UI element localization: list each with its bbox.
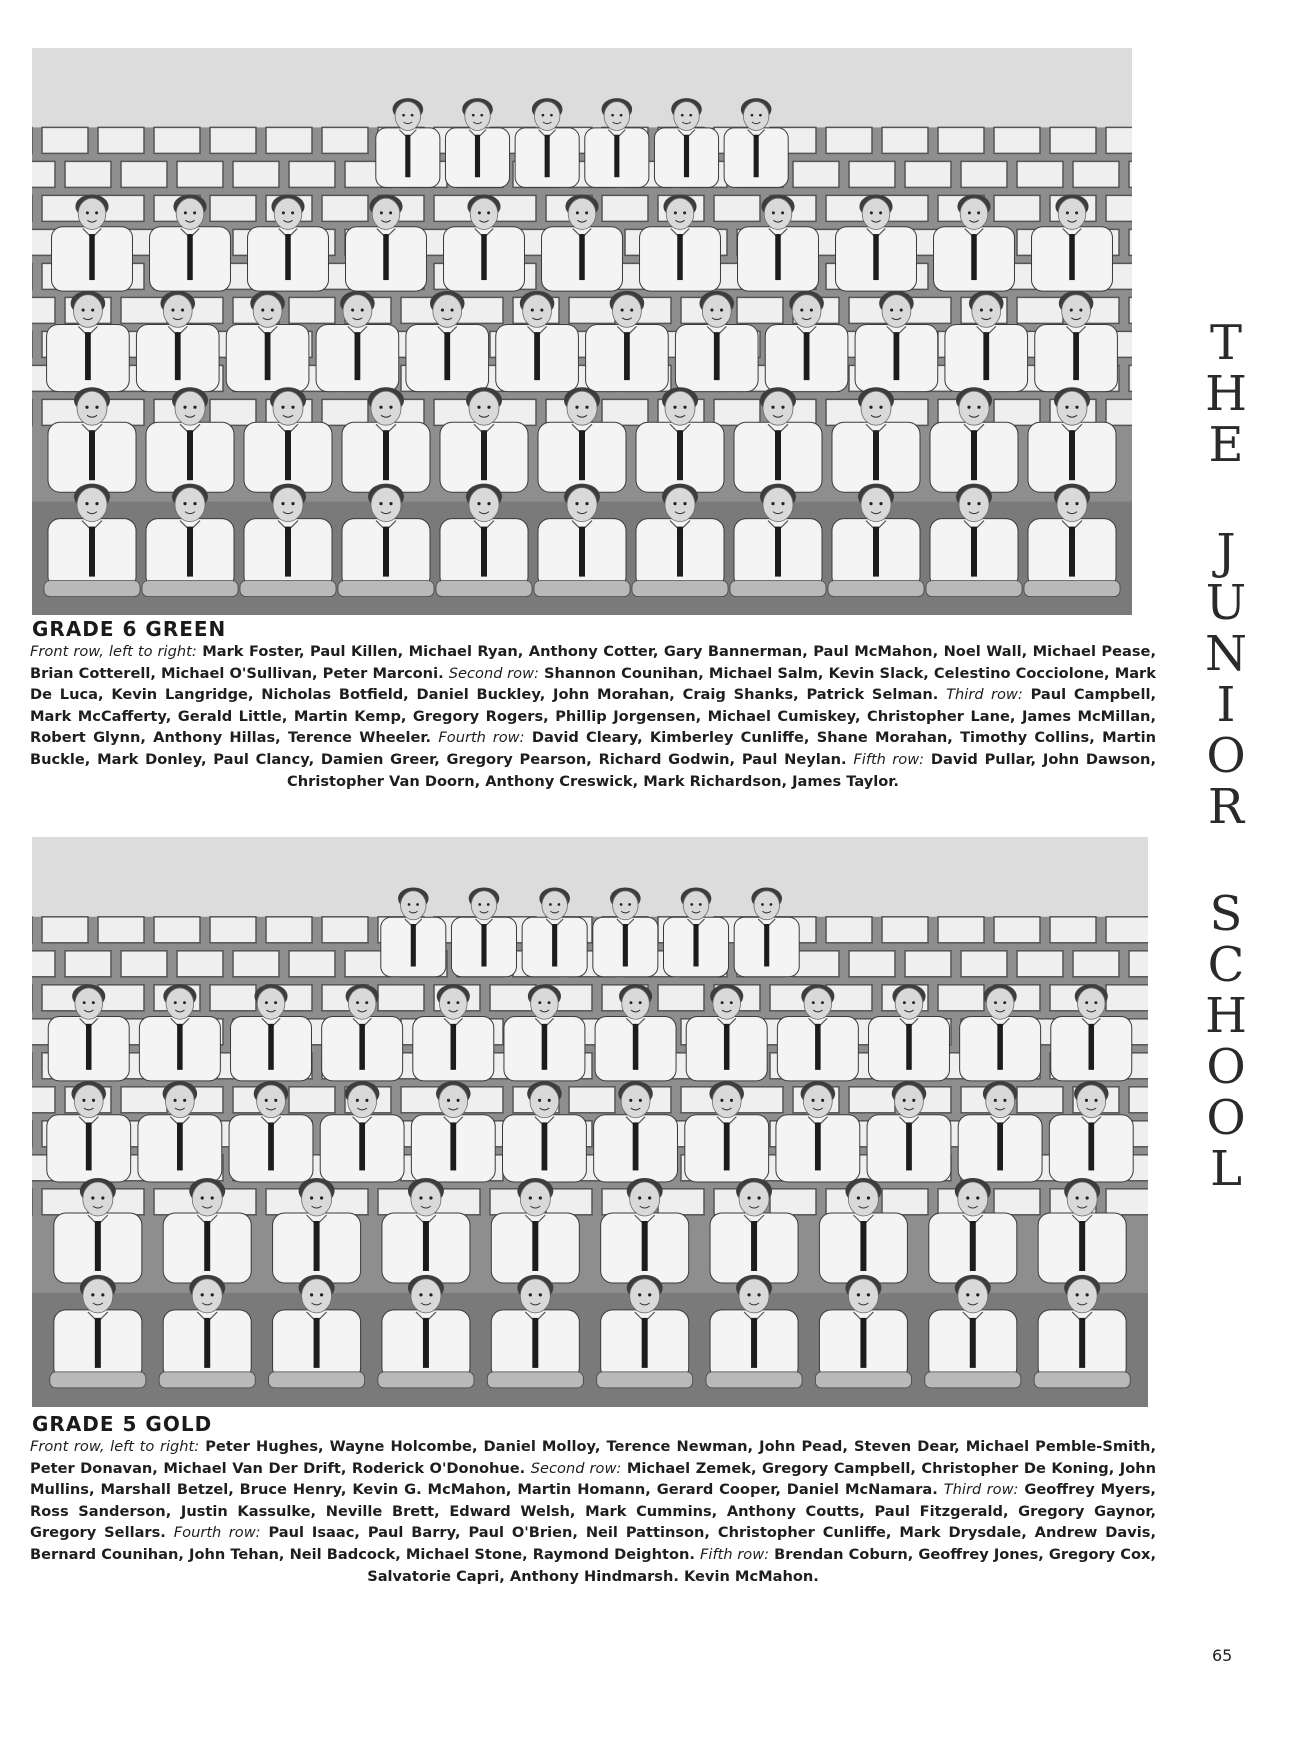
side-title-letter: C xyxy=(1207,937,1245,993)
side-title-letter: R xyxy=(1207,779,1245,835)
row-names: Paul Isaac, Paul Barry, Paul O'Brien, Neil Pattinson, Christopher Cunliffe, Mark Drysdale, Andrew Davis, Bernard Counihan, John Tehan, Neil Badcock, Michael Stone, Raymond Deighton. xyxy=(30,1524,1156,1563)
row-names: David Cleary, Kimberley Cunliffe, Shane Morahan, Timothy Collins, Martin Buckle, Mark Donley, Paul Clancy, Damien Greer, Gregory Pearson, Richard Godwin, Paul Neylan. xyxy=(30,729,1156,768)
class-photo-grade-6-green xyxy=(32,48,1132,615)
side-title-letter: H xyxy=(1205,988,1247,1044)
row-label: Front row, left to right: xyxy=(30,1438,200,1455)
side-title-letter: O xyxy=(1206,728,1246,784)
side-title-the-junior-school xyxy=(1186,315,1266,1197)
row-label: Third row: xyxy=(946,686,1023,704)
row-label: Fifth row: xyxy=(853,750,925,768)
caption-grade-6-green xyxy=(30,641,1156,792)
section-title-grade-5-gold: GRADE 5 GOLD xyxy=(32,1412,213,1436)
photo-illustration xyxy=(32,837,1148,1407)
row-names: Mark Foster, Paul Killen, Michael Ryan, Anthony Cotter, Gary Bannerman, Paul McMahon, Noel Wall, Michael Pease, Brian Cotterell, Michael O'Sullivan, Peter Marconi. xyxy=(30,643,1157,682)
row-label: Third row: xyxy=(943,1481,1019,1499)
row-names: Michael Zemek, Gregory Campbell, Christopher De Koning, John Mullins, Marshall Betzel, Bruce Henry, Kevin G. McMahon, Martin Homann, Gerard Cooper, Daniel McNamara. xyxy=(30,1459,1157,1499)
side-title-letter: O xyxy=(1206,1039,1246,1095)
side-title-letter: L xyxy=(1210,1141,1242,1197)
row-label: Fourth row: xyxy=(173,1524,261,1542)
caption-grade-5-gold xyxy=(30,1436,1156,1587)
side-title-word-gap xyxy=(1186,471,1266,527)
row-label: Front row, left to right: xyxy=(30,643,197,660)
row-names: Peter Hughes, Wayne Holcombe, Daniel Molloy, Terence Newman, John Pead, Steven Dear, Michael Pemble-Smith, Peter Donavan, Michael Van Der Drift, Roderick O'Donohue. xyxy=(30,1438,1156,1477)
photo-illustration xyxy=(32,48,1132,615)
row-names: Paul Campbell, Mark McCafferty, Gerald Little, Martin Kemp, Gregory Rogers, Phillip Jorgensen, Michael Cumiskey, Christopher Lane, James McMillan, Robert Glynn, Anthony Hillas, Terence Wheeler. xyxy=(30,686,1156,747)
row-label: Fifth row: xyxy=(700,1545,770,1563)
row-label: Second row: xyxy=(530,1459,622,1477)
row-names: Shannon Counihan, Michael Salm, Kevin Slack, Celestino Cocciolone, Mark De Luca, Kevin Langridge, Nicholas Botfield, Daniel Buckley, John Morahan, Craig Shanks, Patrick Selman. xyxy=(30,664,1156,704)
row-names: Brendan Coburn, Geoffrey Jones, Gregory Cox, Salvatorie Capri, Anthony Hindmarsh. Kevin McMahon. xyxy=(367,1545,1156,1585)
row-label: Fourth row: xyxy=(438,729,525,747)
side-title-letter: S xyxy=(1209,886,1243,942)
side-title-letter: U xyxy=(1205,575,1247,631)
row-names: Geoffrey Myers, Ross Sanderson, Justin Kassulke, Neville Brett, Edward Welsh, Mark Cummins, Anthony Coutts, Paul Fitzgerald, Gregory Gaynor, Gregory Sellars. xyxy=(30,1481,1156,1542)
side-title-letter: T xyxy=(1209,315,1242,371)
side-title-letter: N xyxy=(1205,626,1247,682)
section-title-grade-6-green: GRADE 6 GREEN xyxy=(32,617,227,641)
side-title-letter: O xyxy=(1206,1090,1246,1146)
side-title-letter: H xyxy=(1205,366,1247,422)
side-title-letter: E xyxy=(1208,417,1244,473)
row-label: Second row: xyxy=(448,664,539,682)
class-photo-grade-5-gold xyxy=(32,837,1148,1407)
side-title-letter: J xyxy=(1216,524,1236,580)
page-number: 65 xyxy=(1212,1646,1233,1665)
side-title-word-gap xyxy=(1186,833,1266,889)
row-names: David Pullar, John Dawson, Christopher Van Doorn, Anthony Creswick, Mark Richardson, James Taylor. xyxy=(287,750,1156,790)
side-title-letter: I xyxy=(1216,677,1236,733)
